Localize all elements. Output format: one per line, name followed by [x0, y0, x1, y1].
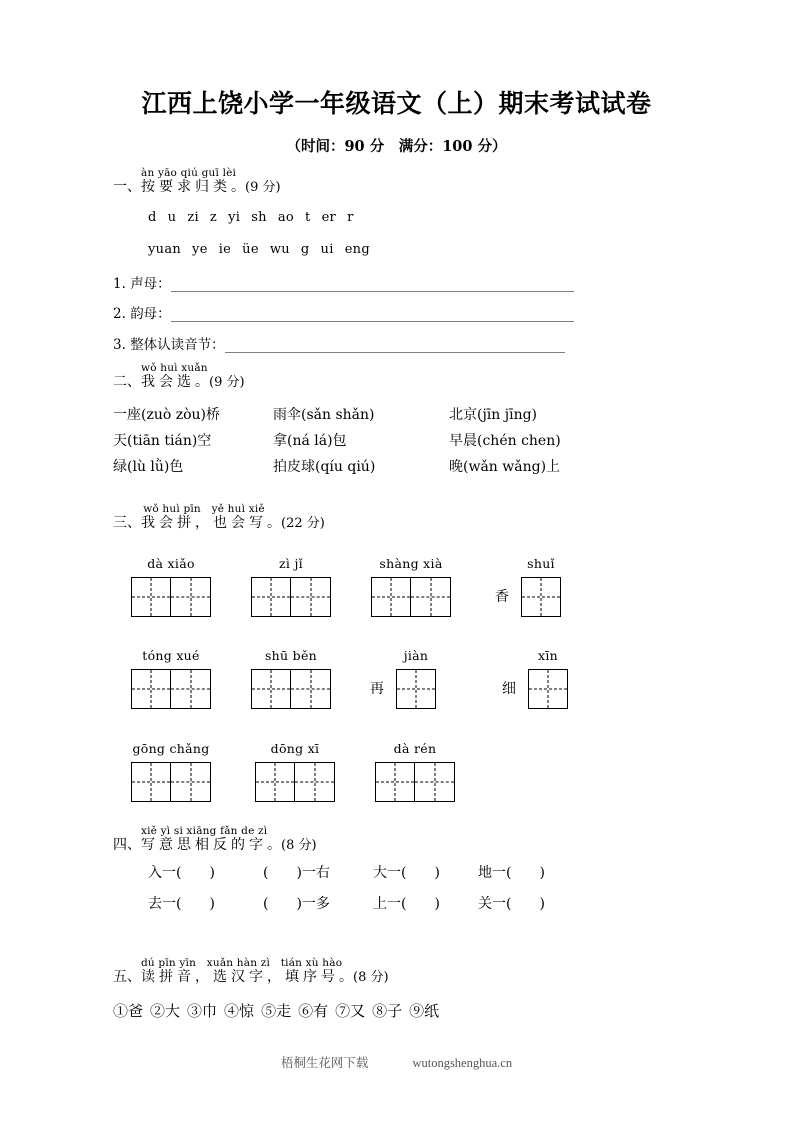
- section-two-choice-grid: [113, 404, 629, 482]
- section-four-title: 写意思相反的字: [141, 837, 267, 853]
- section-four-score: (8 分): [281, 838, 317, 853]
- opposites-item[interactable]: ( )一多: [263, 896, 330, 912]
- writing-grid-box[interactable]: [255, 762, 295, 802]
- writing-group-pinyin: shuǐ: [527, 556, 555, 571]
- writing-grid-row: [131, 577, 211, 617]
- answer-blank-shengmu[interactable]: [113, 272, 574, 292]
- section-one-letters-line-2: [148, 242, 381, 257]
- writing-grid-box[interactable]: [291, 669, 331, 709]
- writing-group-pinyin: shū běn: [264, 648, 318, 663]
- opposites-item[interactable]: 入一( ): [148, 865, 215, 881]
- blank-number-2: 2.: [113, 306, 126, 322]
- section-three: [113, 503, 325, 531]
- writing-group-pinyin: dà xiǎo: [147, 556, 195, 571]
- blank-label-1: 声母：: [130, 276, 171, 292]
- section-four-punct: 。: [267, 837, 281, 853]
- writing-grid-row: [375, 762, 455, 802]
- section-three-ruby: [141, 503, 267, 531]
- pinyin-letter: r: [347, 210, 354, 225]
- character-option[interactable]: ⑤走: [261, 1002, 292, 1020]
- writing-group-pinyin: gōng chǎng: [132, 741, 210, 756]
- section-one-score: (9 分): [245, 180, 281, 195]
- pinyin-letter: yuan: [148, 242, 182, 257]
- section-four-pinyin: xiě yì si xiāng fǎn de zì: [141, 825, 268, 837]
- page-title: 江西上饶小学一年级语文（上）期末考试试卷: [141, 89, 652, 118]
- section-five-character-options: [113, 1000, 446, 1021]
- section-one-heading: [113, 167, 281, 195]
- choice-row: [113, 404, 629, 430]
- writing-prefix-char: 再: [370, 681, 384, 697]
- section-five: [113, 957, 389, 985]
- section-five-number: 五、: [113, 969, 141, 985]
- writing-grid-box[interactable]: [131, 669, 171, 709]
- blank-label-3: 整体认读音节：: [130, 337, 225, 353]
- section-three-heading: [113, 503, 325, 531]
- writing-grid-box[interactable]: [295, 762, 335, 802]
- pinyin-letter: yi: [228, 210, 241, 225]
- writing-grid-row: [131, 669, 211, 709]
- footer-watermark: [0, 1053, 793, 1071]
- choice-item[interactable]: 天(tiān tián)空: [113, 433, 212, 449]
- character-option[interactable]: ⑨纸: [409, 1002, 440, 1020]
- writing-grid-box[interactable]: [411, 577, 451, 617]
- writing-grid-row: [371, 577, 451, 617]
- opposites-item[interactable]: 地一( ): [478, 865, 545, 881]
- section-four-ruby: [141, 825, 268, 853]
- section-two: [113, 362, 245, 390]
- section-two-punct: 。: [195, 374, 209, 390]
- section-five-punct: 。: [339, 969, 353, 985]
- choice-item[interactable]: 晚(wǎn wǎng)上: [449, 459, 561, 475]
- exam-meta-subtitle: （时间：90 分 满分：100 分）: [286, 138, 507, 155]
- section-four-opposites-grid: [148, 862, 578, 924]
- answer-blank-zhengtiyindu[interactable]: [113, 333, 565, 353]
- writing-grid-row: [255, 762, 335, 802]
- writing-group-pinyin: xīn: [538, 648, 558, 663]
- section-five-heading: [113, 957, 389, 985]
- pinyin-letter: wu: [269, 242, 290, 257]
- character-option[interactable]: ①爸: [113, 1002, 144, 1020]
- opposites-item[interactable]: 关一( ): [478, 896, 545, 912]
- choice-item[interactable]: 早晨(chén chen): [449, 433, 561, 449]
- section-four-number: 四、: [113, 837, 141, 853]
- blank-label-2: 韵母：: [130, 306, 171, 322]
- blank-rule-2[interactable]: [171, 308, 574, 322]
- section-four-heading: [113, 825, 317, 853]
- writing-group-pinyin: jiàn: [403, 648, 429, 663]
- section-four: [113, 825, 317, 853]
- choice-item[interactable]: 雨伞(sǎn shǎn): [273, 407, 375, 423]
- choice-row: [113, 430, 629, 456]
- writing-prefix-char: 细: [502, 681, 516, 697]
- writing-group-pinyin: tóng xué: [142, 648, 200, 663]
- pinyin-letter: sh: [251, 210, 267, 225]
- pinyin-letter: ie: [218, 242, 232, 257]
- opposites-row: [148, 862, 578, 893]
- opposites-item[interactable]: 去一( ): [148, 896, 215, 912]
- pinyin-letter: z: [209, 210, 218, 225]
- character-option[interactable]: ②大: [150, 1002, 181, 1020]
- section-one-punct: 。: [231, 179, 245, 195]
- section-three-title: 我会拼，也会写: [141, 515, 267, 531]
- blank-number-1: 1.: [113, 276, 126, 292]
- character-option[interactable]: ④惊: [224, 1002, 255, 1020]
- writing-grid-box[interactable]: [131, 577, 171, 617]
- character-option[interactable]: ⑦又: [335, 1002, 366, 1020]
- choice-item[interactable]: 拍皮球(qíu qiú): [273, 459, 376, 475]
- pinyin-letter: eng: [344, 242, 370, 257]
- writing-group-pinyin: shàng xià: [379, 556, 443, 571]
- opposites-row: [148, 893, 578, 924]
- section-three-score: (22 分): [281, 516, 325, 531]
- writing-group-pinyin: zì jǐ: [279, 556, 303, 571]
- writing-prefix-char: 香: [495, 589, 509, 605]
- blank-number-3: 3.: [113, 337, 126, 353]
- writing-grid-box[interactable]: [131, 762, 171, 802]
- section-one-title: 按要求归类: [141, 179, 231, 195]
- section-one-pinyin: àn yāo qiú guī lèi: [141, 167, 237, 179]
- writing-grid-row: [251, 669, 331, 709]
- writing-grid-box[interactable]: [251, 577, 291, 617]
- choice-item[interactable]: 一座(zuò zòu)桥: [113, 407, 221, 423]
- character-option[interactable]: ⑧子: [372, 1002, 403, 1020]
- writing-grid-box[interactable]: [396, 669, 436, 709]
- section-three-pinyin: wǒ huì pīn yě huì xiě: [143, 503, 265, 515]
- section-five-ruby: [141, 957, 343, 985]
- opposites-item[interactable]: 上一( ): [373, 896, 440, 912]
- writing-grid-row: [528, 669, 568, 709]
- section-one-ruby: [141, 167, 237, 195]
- pinyin-letter: er: [321, 210, 337, 225]
- pinyin-letter: ye: [192, 242, 208, 257]
- character-option[interactable]: ③巾: [187, 1002, 218, 1020]
- writing-grid-box[interactable]: [171, 762, 211, 802]
- writing-group-pinyin: dà rén: [393, 741, 437, 756]
- section-two-heading: [113, 362, 245, 390]
- footer-site-url: wutongshenghua.cn: [412, 1056, 513, 1070]
- opposites-item[interactable]: 大一( ): [373, 865, 440, 881]
- writing-grid-box[interactable]: [415, 762, 455, 802]
- choice-item[interactable]: 北京(jīn jīng): [449, 407, 538, 423]
- character-option[interactable]: ⑥有: [298, 1002, 329, 1020]
- opposites-item[interactable]: ( )一右: [263, 865, 330, 881]
- blank-rule-3[interactable]: [225, 339, 565, 353]
- choice-item[interactable]: 绿(lù lǜ)色: [113, 459, 184, 475]
- pinyin-letter: u: [167, 210, 177, 225]
- section-two-ruby: [141, 362, 208, 390]
- writing-grid-row: [251, 577, 331, 617]
- writing-grid-row: [396, 669, 436, 709]
- section-one-letters-line-1: [148, 210, 365, 225]
- pinyin-letter: g: [300, 242, 310, 257]
- writing-grid-box[interactable]: [171, 669, 211, 709]
- pinyin-letter: üe: [242, 242, 259, 257]
- section-three-punct: 。: [267, 515, 281, 531]
- pinyin-letter: ui: [320, 242, 334, 257]
- section-two-score: (9 分): [209, 375, 245, 390]
- writing-grid-box[interactable]: [291, 577, 331, 617]
- section-five-title: 读拼音，选汉字，填序号: [141, 969, 339, 985]
- section-three-number: 三、: [113, 515, 141, 531]
- section-two-pinyin: wǒ huì xuǎn: [141, 362, 208, 374]
- choice-item[interactable]: 拿(ná lá)包: [273, 433, 347, 449]
- section-two-number: 二、: [113, 374, 141, 390]
- writing-grid-row: [521, 577, 561, 617]
- answer-blank-yunmu[interactable]: [113, 302, 574, 322]
- pinyin-letter: ao: [277, 210, 295, 225]
- writing-grid-box[interactable]: [375, 762, 415, 802]
- writing-grid-box[interactable]: [521, 577, 561, 617]
- writing-grid-box[interactable]: [171, 577, 211, 617]
- writing-grid-box[interactable]: [528, 669, 568, 709]
- writing-grid-box[interactable]: [251, 669, 291, 709]
- section-five-pinyin: dú pīn yīn xuǎn hàn zì tián xù hào: [141, 957, 343, 969]
- section-one: [113, 167, 281, 195]
- section-two-title: 我会选: [141, 374, 195, 390]
- section-one-number: 一、: [113, 179, 141, 195]
- footer-source-label: 梧桐生花网下载: [280, 1055, 369, 1070]
- writing-grid-box[interactable]: [371, 577, 411, 617]
- pinyin-letter: zi: [187, 210, 199, 225]
- section-five-score: (8 分): [353, 970, 389, 985]
- pinyin-letter: t: [305, 210, 311, 225]
- writing-group-pinyin: dōng xī: [270, 741, 320, 756]
- blank-rule-1[interactable]: [171, 278, 574, 292]
- writing-grid-row: [131, 762, 211, 802]
- choice-row: [113, 456, 629, 482]
- pinyin-letter: d: [148, 210, 157, 225]
